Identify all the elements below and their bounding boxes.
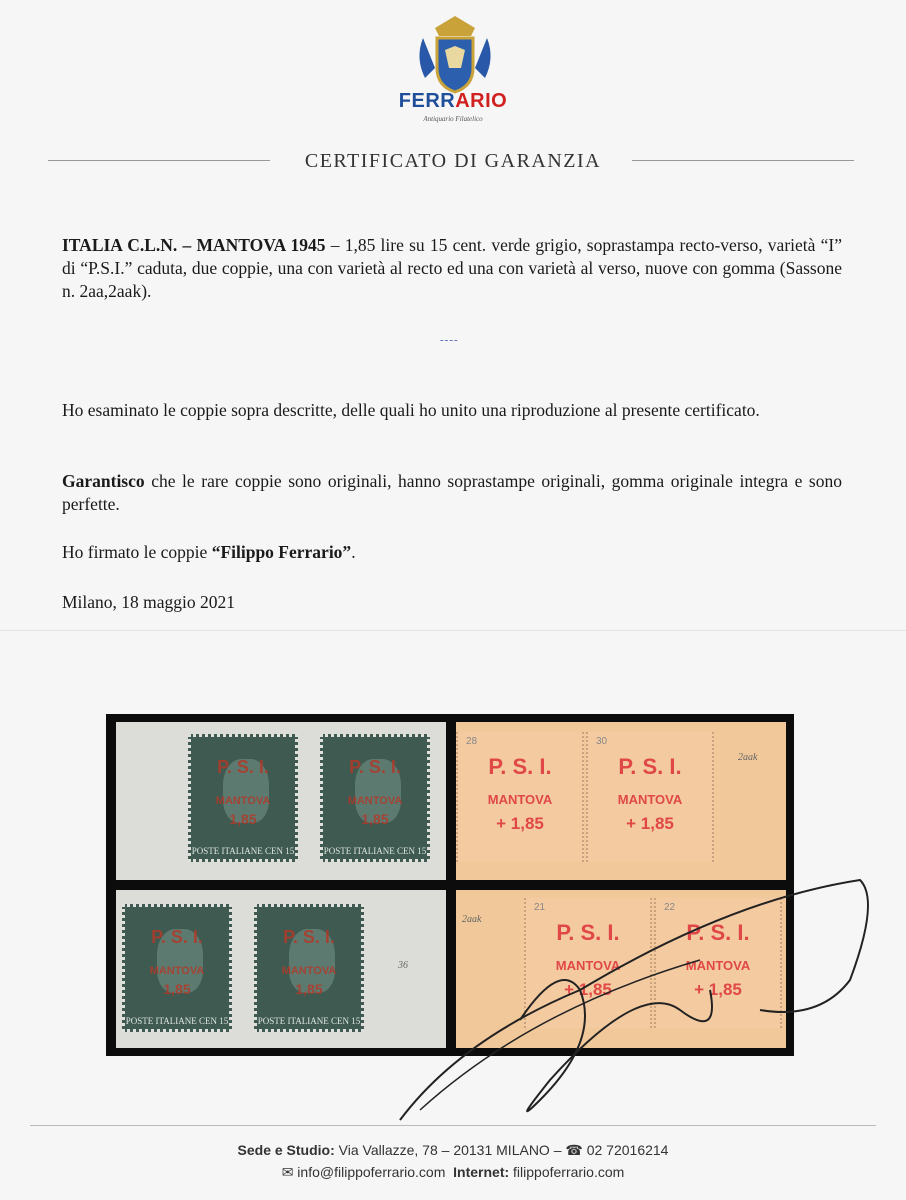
- handwritten-signature: [380, 840, 880, 1140]
- stamp-front: P. S. I. MANTOVA 1,85 POSTE ITALIANE CEN 15: [188, 734, 298, 862]
- margin-note: 2aak: [462, 914, 482, 925]
- margin-note: 36: [398, 960, 408, 971]
- stamp-back: 22 P. S. I. MANTOVA + 1,85: [654, 898, 782, 1028]
- stamp-front: P. S. I. MANTOVA 1,85 POSTE ITALIANE CEN 15: [122, 904, 232, 1032]
- footer-rule: [30, 1125, 876, 1126]
- separator: ----: [440, 334, 459, 346]
- fold-line: [0, 630, 906, 631]
- footer-address: Sede e Studio: Via Vallazze, 78 – 20131 MILANO – ☎ 02 72016214: [237, 1142, 669, 1158]
- examination-paragraph: Ho esaminato le coppie sopra descritte, delle quali ho unito una riproduzione al presente certificato.: [62, 400, 760, 420]
- website-link[interactable]: filippoferrario.com: [509, 1164, 625, 1180]
- brand-subtitle: Antiquario Filatelico: [423, 115, 483, 123]
- margin-note: 2aak: [738, 752, 758, 763]
- stamp-front: P. S. I. MANTOVA 1,85 POSTE ITALIANE CEN 15: [254, 904, 364, 1032]
- stamp-front: P. S. I. MANTOVA 1,85 POSTE ITALIANE CEN 15: [320, 734, 430, 862]
- place-date: Milano, 18 maggio 2021: [62, 592, 236, 612]
- certificate-title: CERTIFICATO DI GARANZIA: [304, 150, 602, 172]
- title-rule-right: [632, 160, 854, 161]
- guarantee-paragraph: Garantisco che le rare coppie sono originali, hanno soprastampe originali, gomma originale integra e sono perfette.: [62, 471, 842, 514]
- description-paragraph: ITALIA C.L.N. – MANTOVA 1945 – 1,85 lire su 15 cent. verde grigio, soprastampa recto-verso, varietà “I” di “P.S.I.” caduta, due coppie, una con varietà al recto ed una con varietà al verso, nuove con gomma (Sassone n. 2aa,2aak).: [62, 235, 842, 301]
- stamp-back: 28 P. S. I. MANTOVA + 1,85: [456, 732, 584, 862]
- email-link[interactable]: ✉ info@filippoferrario.com: [281, 1164, 446, 1180]
- brand-name: FERRARIO: [398, 90, 508, 112]
- stamp-back: 30 P. S. I. MANTOVA + 1,85: [586, 732, 714, 862]
- footer-contacts: ✉ info@filippoferrario.com Internet: filippoferrario.com: [281, 1164, 625, 1180]
- signature-paragraph: Ho firmato le coppie “Filippo Ferrario”.: [62, 542, 356, 562]
- stamp-back: 21 P. S. I. MANTOVA + 1,85: [524, 898, 652, 1028]
